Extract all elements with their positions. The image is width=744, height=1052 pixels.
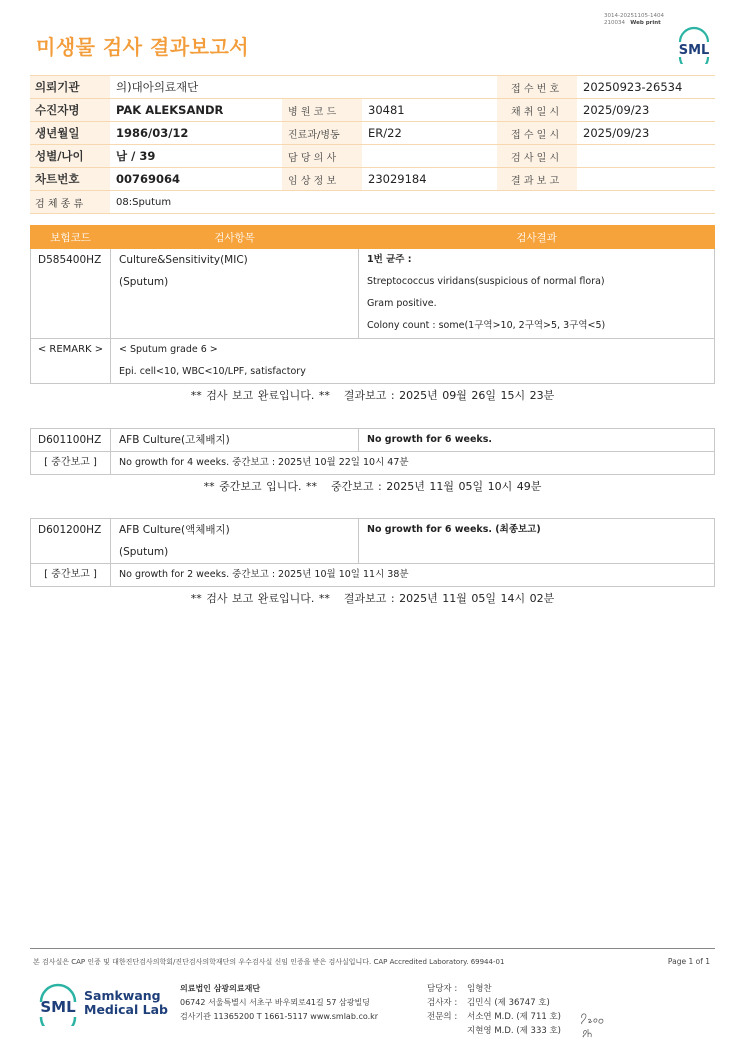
- result-colony-count: Colony count : some(1구역>10, 2구역>5, 3구역<5): [367, 320, 606, 331]
- staff-name: 지현영 M.D. (제 333 호): [467, 1026, 562, 1036]
- specimen-label: 검 체 종 류: [30, 191, 110, 214]
- report-status-message: ** 중간보고 입니다. **: [203, 480, 318, 493]
- doctor-value: [362, 145, 497, 168]
- staff-role: 검사자 :: [427, 998, 458, 1008]
- dept-label: 진료과/병동: [282, 122, 362, 145]
- info-row: [30, 145, 715, 168]
- sml-brand-logo-text: SML: [40, 998, 76, 1016]
- test-item-name: AFB Culture(고체배지): [119, 434, 230, 446]
- staff-name: 임형찬: [467, 984, 492, 994]
- institution-label: 의뢰기관: [30, 76, 110, 99]
- document-code-line1: 3014-20251105-1404: [604, 13, 664, 19]
- interim-text: No growth for 4 weeks. 중간보고 : 2025년 10월 22일 10시 47분: [119, 457, 409, 468]
- test-item-cell: [111, 429, 359, 452]
- info-row: [30, 191, 715, 214]
- sml-logo-text: SML: [678, 43, 710, 58]
- brand-name-line2: Medical Lab: [84, 1002, 168, 1017]
- clinical-info-value: 23029184: [362, 168, 497, 191]
- organization-contact: 검사기관 11365200 T 1661-5117 www.smlab.co.kr: [180, 1012, 379, 1021]
- footer-divider: [30, 948, 715, 949]
- test-result-cell: [359, 249, 715, 339]
- test-code-cell: [31, 249, 111, 339]
- column-header-item: 검사항목: [111, 226, 359, 249]
- result-organism: Streptococcus viridans(suspicious of normal flora): [367, 276, 605, 287]
- test-code-cell: [31, 519, 111, 564]
- staff-row: [427, 982, 561, 996]
- afb-liquid-table: [30, 518, 715, 587]
- interim-label: [ 중간보고 ]: [44, 457, 97, 468]
- staff-name: 서소연 M.D. (제 711 호): [467, 1012, 562, 1022]
- culture-result-table: [30, 225, 715, 384]
- column-header-result: 검사결과: [359, 226, 715, 249]
- clinical-info-label: 임 상 정 보: [282, 168, 362, 191]
- staff-name: 김민식 (제 36747 호): [467, 998, 550, 1008]
- specimen-value: 08:Sputum: [110, 191, 715, 214]
- table-row: [31, 249, 715, 339]
- info-row: [30, 99, 715, 122]
- remark-label-cell: [31, 339, 111, 384]
- dept-value: ER/22: [362, 122, 497, 145]
- report-label: 결 과 보 고: [497, 168, 577, 191]
- result-gram: Gram positive.: [367, 298, 437, 309]
- receipt-date-label: 접 수 일 시: [497, 122, 577, 145]
- test-date-value: [577, 145, 715, 168]
- interim-cell: [111, 564, 715, 587]
- info-row: [30, 168, 715, 191]
- report-status: [30, 387, 715, 403]
- organization-address: 06742 서울특별시 서초구 바우뫼로41길 57 삼광빌딩: [180, 998, 370, 1007]
- test-item-cell: [111, 519, 359, 564]
- staff-role: [427, 1024, 467, 1038]
- staff-list: [427, 982, 561, 1038]
- test-result: No growth for 6 weeks. (최종보고): [367, 524, 541, 535]
- test-item-specimen: (Sputum): [119, 546, 169, 558]
- staff-role: 전문의 :: [427, 1012, 458, 1022]
- brand-name-line1: Samkwang: [84, 988, 161, 1003]
- collect-date-value: 2025/09/23: [577, 99, 715, 122]
- receipt-date-value: 2025/09/23: [577, 122, 715, 145]
- organization-info: [180, 982, 378, 1024]
- remark-grade: < Sputum grade 6 >: [119, 344, 218, 355]
- interim-label-cell: [31, 564, 111, 587]
- doctor-label: 담 당 의 사: [282, 145, 362, 168]
- patient-name-value: PAK ALEKSANDR: [110, 99, 282, 122]
- test-date-label: 검 사 일 시: [497, 145, 577, 168]
- table-row: [31, 429, 715, 452]
- table-row: [31, 519, 715, 564]
- page-number: Page 1 of 1: [667, 957, 710, 966]
- test-code-cell: [31, 429, 111, 452]
- interim-label: [ 중간보고 ]: [44, 569, 97, 580]
- report-status-date: 결과보고 : 2025년 09월 26일 15시 23분: [343, 389, 555, 402]
- table-row: [31, 452, 715, 475]
- report-status-message: ** 검사 보고 완료입니다. **: [190, 389, 330, 402]
- report-status: [30, 590, 715, 606]
- sex-age-label: 성별/나이: [30, 145, 110, 168]
- test-result: No growth for 6 weeks.: [367, 434, 492, 445]
- test-result-cell: [359, 519, 715, 564]
- chart-no-value: 00769064: [110, 168, 282, 191]
- test-item-name: AFB Culture(액체배지): [119, 524, 230, 536]
- page-title: 미생물 검사 결과보고서: [36, 35, 250, 59]
- test-item-cell: [111, 249, 359, 339]
- report-status-date: 결과보고 : 2025년 11월 05일 14시 02분: [343, 592, 555, 605]
- interim-cell: [111, 452, 715, 475]
- staff-row: [427, 1024, 561, 1038]
- staff-row: [427, 996, 561, 1010]
- receipt-no-value: 20250923-26534: [577, 76, 715, 99]
- result-table-header: [31, 226, 715, 249]
- patient-info-table: [30, 75, 715, 214]
- remark-detail: Epi. cell<10, WBC<10/LPF, satisfactory: [119, 366, 306, 377]
- test-code: D585400HZ: [38, 254, 102, 266]
- report-status-message: ** 검사 보고 완료입니다. **: [190, 592, 330, 605]
- test-code: D601100HZ: [38, 434, 102, 446]
- staff-row: [427, 1010, 561, 1024]
- document-code-number: 210034: [604, 19, 625, 26]
- report-status: [30, 478, 715, 494]
- chart-no-label: 차트번호: [30, 168, 110, 191]
- hospital-code-label: 병 원 코 드: [282, 99, 362, 122]
- patient-name-label: 수진자명: [30, 99, 110, 122]
- institution-value: 의)대아의료재단: [110, 76, 497, 99]
- sml-brand-logo-icon: [36, 982, 80, 1026]
- table-row: [31, 564, 715, 587]
- staff-role: 담당자 :: [427, 984, 458, 994]
- birth-label: 생년월일: [30, 122, 110, 145]
- receipt-no-label: 접 수 번 호: [497, 76, 577, 99]
- test-result-cell: [359, 429, 715, 452]
- interim-label-cell: [31, 452, 111, 475]
- remark-cell: [111, 339, 715, 384]
- web-print-label: Web print: [630, 19, 661, 26]
- table-row: [31, 339, 715, 384]
- remark-label: < REMARK >: [37, 344, 104, 355]
- document-code-line2: [604, 20, 664, 27]
- report-status-date: 중간보고 : 2025년 11월 05일 10시 49분: [331, 480, 542, 493]
- interim-text: No growth for 2 weeks. 중간보고 : 2025년 10월 10일 11시 38분: [119, 569, 409, 580]
- test-item-name: Culture&Sensitivity(MIC): [119, 254, 248, 266]
- brand-name: [84, 989, 168, 1017]
- hospital-code-value: 30481: [362, 99, 497, 122]
- collect-date-label: 채 취 일 시: [497, 99, 577, 122]
- sml-logo-icon: [674, 26, 714, 64]
- result-strain: 1번 균주 :: [367, 254, 412, 265]
- document-code: [604, 13, 664, 26]
- signature-icon: [578, 1010, 610, 1040]
- info-row: [30, 76, 715, 99]
- column-header-code: 보험코드: [31, 226, 111, 249]
- certification-note: 본 검사실은 CAP 인증 및 대한진단검사의학회/진단검사의학재단의 우수검사실 신임 인증을 받은 검사실입니다. CAP Accredited Laboratory. 69944-01: [33, 958, 505, 966]
- info-row: [30, 122, 715, 145]
- test-code: D601200HZ: [38, 524, 102, 536]
- sex-age-value: 남 / 39: [110, 145, 282, 168]
- report-value: [577, 168, 715, 191]
- birth-value: 1986/03/12: [110, 122, 282, 145]
- afb-solid-table: [30, 428, 715, 475]
- test-item-specimen: (Sputum): [119, 276, 169, 288]
- organization-name: 의료법인 삼광의료재단: [180, 984, 261, 993]
